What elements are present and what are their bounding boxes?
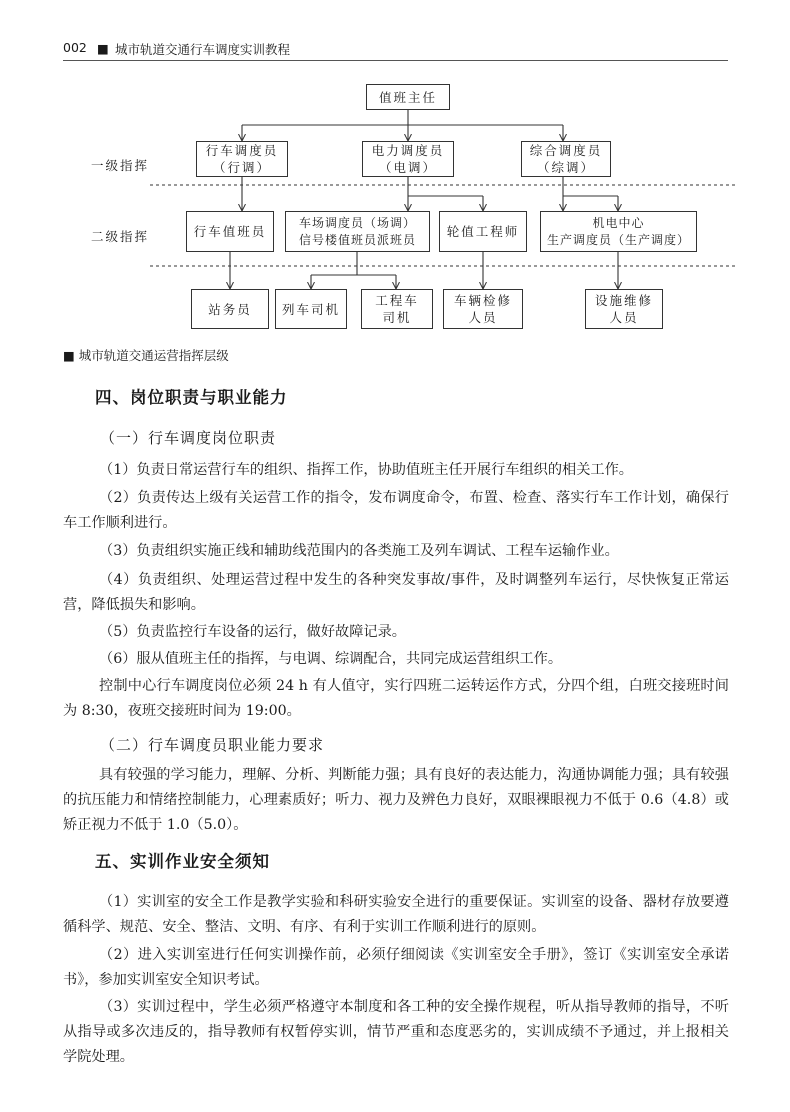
page-number: 002 (63, 40, 87, 55)
node-shift-engineer: 轮值工程师 (439, 211, 527, 252)
paragraph: （4）负责组织、处理运营过程中发生的各种突发事故/事件，及时调整列车运行，尽快恢复正常运营，降低损失和影响。 (63, 572, 729, 613)
node-facility-maintenance: 设施维修 人员 (585, 289, 663, 329)
subsection-1-title: （一）行车调度岗位职责 (100, 429, 277, 447)
book-title: 城市轨道交通行车调度实训教程 (115, 42, 291, 57)
node-vehicle-maintenance: 车辆检修 人员 (443, 289, 523, 329)
paragraph: 控制中心行车调度岗位必须 24 h 有人值守，实行四班二运转运作方式，分四个组，白班交接班时间为 8:30，夜班交接班时间为 19:00。 (63, 678, 729, 719)
paragraph: （3）实训过程中，学生必须严格遵守本制度和各工种的安全操作规程，听从指导教师的指导，不听从指导或多次违反的，指导教师有权暂停实训，情节严重和态度恶劣的，实训成绩不予通过，并上报相关学院处理。 (63, 999, 729, 1065)
node-station-staff: 站务员 (191, 289, 269, 329)
paragraph: 具有较强的学习能力，理解、分析、判断能力强；具有良好的表达能力，沟通协调能力强；具有较强的抗压能力和情绪控制能力，心理素质好；听力、视力及辨色力良好，双眼裸眼视力不低于 0.6（4.8）或矫正视力不低于 1.0（5.0）。 (63, 767, 729, 833)
header-square-icon: ■ (97, 41, 109, 56)
paragraph: （2）负责传达上级有关运营工作的指令，发布调度命令，布置、检查、落实行车工作计划，确保行车工作顺利进行。 (63, 490, 729, 531)
paragraph: （5）负责监控行车设备的运行，做好故障记录。 (99, 624, 406, 640)
figure-caption: ■ 城市轨道交通运营指挥层级 (63, 348, 229, 363)
node-traffic-attendant: 行车值班员 (186, 211, 274, 252)
node-general-dispatcher: 综合调度员 （综调） (521, 141, 611, 177)
paragraph: （1）实训室的安全工作是教学实验和科研实验安全进行的重要保证。实训室的设备、器材存放要遵循科学、规范、安全、整洁、文明、有序、有利于实训工作顺利进行的原则。 (63, 894, 729, 935)
section-5-title: 五、实训作业安全须知 (95, 852, 270, 871)
node-mep-center: 机电中心 生产调度员（生产调度） (540, 211, 697, 252)
paragraph: （2）进入实训室进行任何实训操作前，必须仔细阅读《实训室安全手册》，签订《实训室安全承诺书》，参加实训室安全知识考试。 (63, 947, 729, 988)
subsection-2-title: （二）行车调度员职业能力要求 (100, 736, 325, 754)
section-4-title: 四、岗位职责与职业能力 (95, 388, 288, 407)
level2-label: 二级指挥 (91, 229, 150, 244)
node-depot-dispatcher: 车场调度员（场调） 信号楼值班员派班员 (285, 211, 430, 252)
level1-label: 一级指挥 (91, 158, 150, 173)
paragraph: （3）负责组织实施正线和辅助线范围内的各类施工及列车调试、工程车运输作业。 (99, 543, 619, 559)
node-engineering-driver: 工程车 司机 (361, 289, 433, 329)
node-power-dispatcher: 电力调度员 （电调） (362, 141, 454, 177)
node-train-driver: 列车司机 (275, 289, 347, 329)
node-traffic-dispatcher: 行车调度员 （行调） (196, 141, 288, 177)
paragraph: （6）服从值班主任的指挥，与电调、综调配合，共同完成运营组织工作。 (99, 651, 563, 667)
paragraph: （1）负责日常运营行车的组织、指挥工作，协助值班主任开展行车组织的相关工作。 (99, 462, 633, 478)
node-duty-director: 值班主任 (366, 84, 450, 110)
